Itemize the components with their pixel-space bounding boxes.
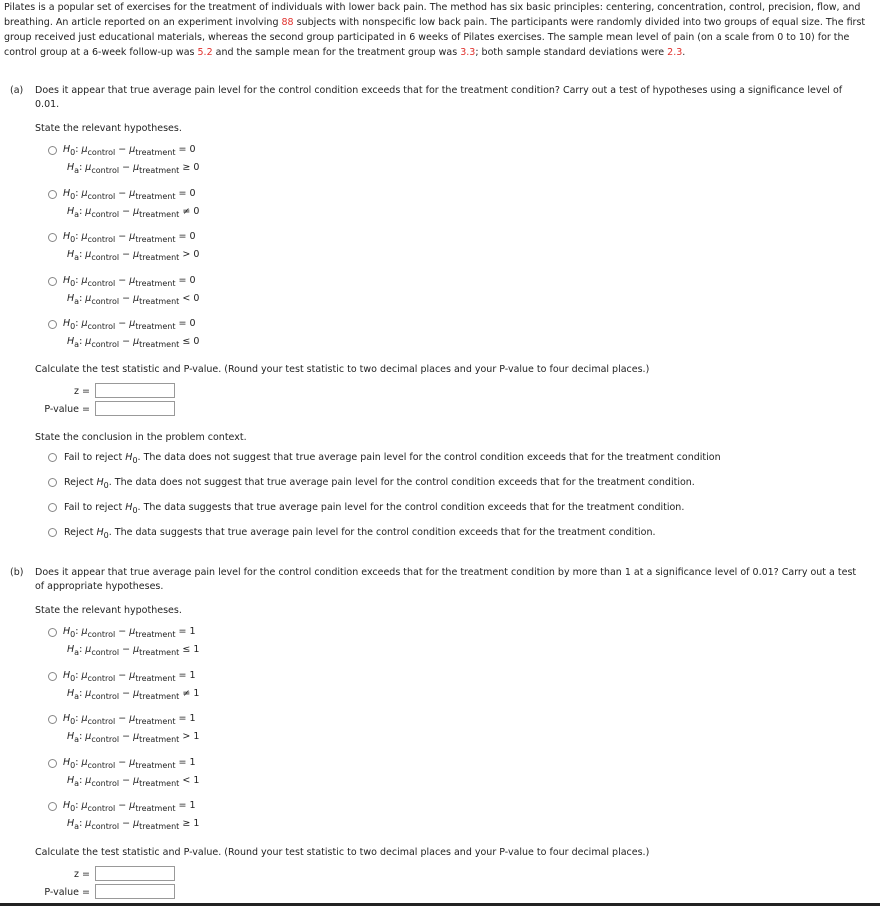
- sd-value: 2.3: [667, 47, 683, 58]
- intro-text-1: Pilates is a popular set of exercises for the treatment of individuals with lower back pain. The method has six basic principles: centering, concentration, control, precision, flow, and breathing. An article reported on an experiment involving: [4, 2, 861, 28]
- null-hypothesis: $H_0$: $\mu_{control} - \mu_{treatment} = 0$: [63, 144, 196, 157]
- part-b-pvalue-input[interactable]: [95, 884, 175, 899]
- mean-control-value: 5.2: [197, 47, 213, 58]
- radio-button[interactable]: [48, 233, 57, 242]
- alternative-hypothesis: $H_a$: $\mu_{control} - \mu_{treatment} \ge 0$: [67, 162, 200, 175]
- radio-button[interactable]: [48, 759, 57, 768]
- part-a-concl-prompt: State the conclusion in the problem context.: [35, 432, 247, 443]
- alternative-hypothesis: $H_a$: $\mu_{control} - \mu_{treatment} < 0$: [67, 292, 200, 306]
- conclusion-text: Reject $H_0$. The data does not suggest that true average pain level for the control condition exceeds that for the treatment condition.: [64, 477, 695, 490]
- radio-button[interactable]: [48, 277, 57, 286]
- radio-button[interactable]: [48, 503, 57, 512]
- null-hypothesis: $H_0$: $\mu_{control} - \mu_{treatment} = 0$: [63, 187, 196, 201]
- radio-button[interactable]: [48, 320, 57, 329]
- part-a-pvalue-input[interactable]: [95, 401, 175, 416]
- null-hypothesis: $H_0$: $\mu_{control} - \mu_{treatment} = 0$: [63, 274, 196, 288]
- conclusion-text: Fail to reject $H_0$. The data suggests that true average pain level for the control condition exceeds that for the treatment condition.: [64, 502, 685, 515]
- radio-button[interactable]: [48, 528, 57, 537]
- alternative-hypothesis: $H_a$: $\mu_{control} - \mu_{treatment} \ne 0$: [67, 205, 200, 219]
- n-subjects-value: 88: [281, 17, 294, 28]
- pvalue-label: P-value =: [44, 887, 90, 898]
- mean-treatment-value: 3.3: [460, 47, 476, 58]
- part-a-label: (a): [10, 85, 24, 96]
- conclusion-text: Reject $H_0$. The data suggests that true average pain level for the control condition exceeds that for the treatment condition.: [64, 527, 656, 540]
- part-a-question-text: Does it appear that true average pain level for the control condition exceeds that for the treatment condition? Carry out a test of hypotheses using a significance level of 0.01.: [35, 85, 843, 110]
- radio-button[interactable]: [48, 672, 57, 681]
- part-b-calc-prompt: Calculate the test statistic and P-value. (Round your test statistic to two decimal places and your P-value to four decimal places.): [35, 847, 650, 858]
- part-b-question-text: Does it appear that true average pain level for the control condition exceeds that for the treatment condition by more than 1 at a significance level of 0.01? Carry out a test of appropriate hypotheses.: [35, 567, 857, 592]
- problem-intro: [4, 0, 878, 60]
- radio-button[interactable]: [48, 478, 57, 487]
- radio-button[interactable]: [48, 146, 57, 155]
- part-a-z-input[interactable]: [95, 383, 175, 398]
- alternative-hypothesis: $H_a$: $\mu_{control} - \mu_{treatment} \le 1$: [67, 644, 200, 657]
- null-hypothesis: $H_0$: $\mu_{control} - \mu_{treatment} = 1$: [63, 713, 196, 726]
- alternative-hypothesis: $H_a$: $\mu_{control} - \mu_{treatment} > 1$: [67, 731, 200, 744]
- intro-text-5: .: [682, 47, 686, 58]
- part-a-calc-prompt: Calculate the test statistic and P-value. (Round your test statistic to two decimal places and your P-value to four decimal places.): [35, 364, 650, 375]
- null-hypothesis: $H_0$: $\mu_{control} - \mu_{treatment} = 0$: [63, 318, 196, 331]
- z-label: z =: [74, 386, 90, 397]
- part-b-label: (b): [10, 567, 24, 578]
- null-hypothesis: $H_0$: $\mu_{control} - \mu_{treatment} = 1$: [63, 669, 196, 683]
- null-hypothesis: $H_0$: $\mu_{control} - \mu_{treatment} = 0$: [63, 231, 196, 244]
- radio-button[interactable]: [48, 190, 57, 199]
- intro-text-4: ; both sample standard deviations were: [475, 47, 668, 58]
- alternative-hypothesis: $H_a$: $\mu_{control} - \mu_{treatment} > 0$: [67, 249, 200, 262]
- radio-button[interactable]: [48, 802, 57, 811]
- alternative-hypothesis: $H_a$: $\mu_{control} - \mu_{treatment} \le 0$: [67, 336, 200, 349]
- alternative-hypothesis: $H_a$: $\mu_{control} - \mu_{treatment} \ne 1$: [67, 687, 200, 701]
- part-a-hyp-prompt: State the relevant hypotheses.: [35, 123, 182, 134]
- part-b-hyp-prompt: State the relevant hypotheses.: [35, 605, 182, 616]
- null-hypothesis: $H_0$: $\mu_{control} - \mu_{treatment} = 1$: [63, 756, 196, 770]
- alternative-hypothesis: $H_a$: $\mu_{control} - \mu_{treatment} < 1$: [67, 774, 200, 788]
- conclusion-text: Fail to reject $H_0$. The data does not suggest that true average pain level for the control condition exceeds that for the treatment condition: [64, 452, 721, 465]
- radio-button[interactable]: [48, 453, 57, 462]
- null-hypothesis: $H_0$: $\mu_{control} - \mu_{treatment} = 1$: [63, 800, 196, 813]
- radio-button[interactable]: [48, 628, 57, 637]
- null-hypothesis: $H_0$: $\mu_{control} - \mu_{treatment} = 1$: [63, 626, 196, 639]
- radio-button[interactable]: [48, 715, 57, 724]
- intro-text-2: subjects with nonspecific low back pain. The participants were randomly divided into two groups of equal size. The first group received just educational materials, whereas the second group participated in 6 weeks of Pilates exercises. The sample mean level of pain (on a scale from 0 to 10) for the control group at a 6-week follow-up was: [4, 17, 866, 58]
- pvalue-label: P-value =: [44, 404, 90, 415]
- z-label: z =: [74, 869, 90, 880]
- intro-text-3: and the sample mean for the treatment group was: [212, 47, 461, 58]
- alternative-hypothesis: $H_a$: $\mu_{control} - \mu_{treatment} \ge 1$: [67, 818, 200, 831]
- part-b-z-input[interactable]: [95, 866, 175, 881]
